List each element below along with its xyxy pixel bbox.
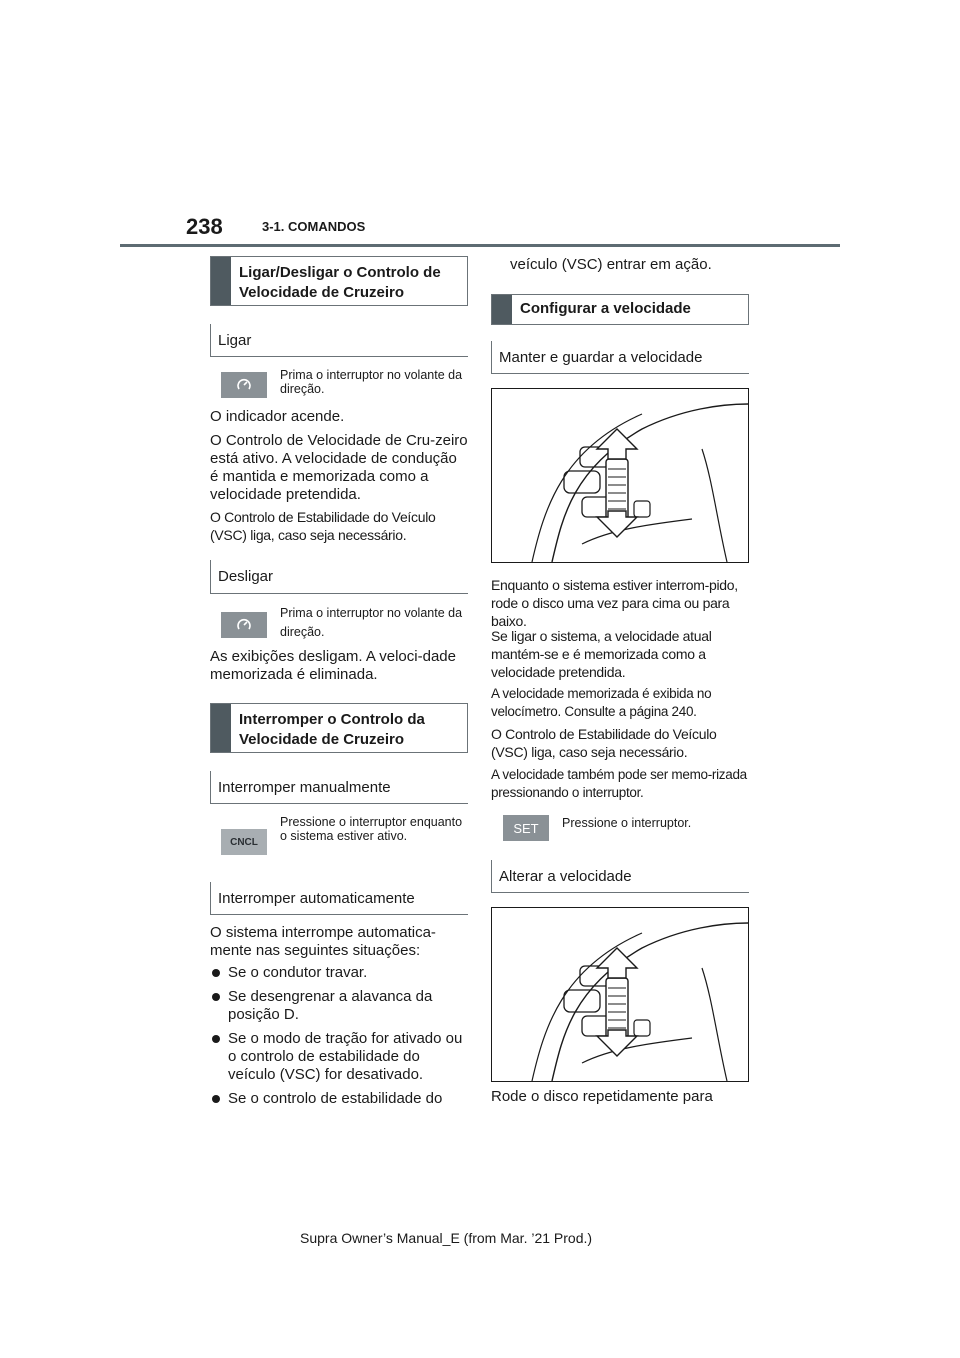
section-box-set-speed	[491, 294, 749, 325]
paragraph: As exibições desligam. A veloci-dade memorizada é eliminada.	[210, 648, 456, 683]
cruise-control-icon	[235, 376, 253, 394]
subheading-desligar: Desligar	[210, 560, 468, 594]
page-footer: Supra Owner’s Manual_E (from Mar. ’21 Prod.)	[300, 1230, 593, 1246]
steering-wheel-illustration	[491, 907, 749, 1082]
paragraph: A velocidade também pode ser memo-rizada pressionando o interruptor.	[491, 767, 747, 800]
paragraph: O Controlo de Velocidade de Cru-zeiro está ativo. A velocidade de condução é mantida e memorizada como a velocidade pretendida.	[210, 432, 468, 503]
section-box-bar	[492, 295, 512, 324]
set-label: SET	[513, 820, 539, 836]
paragraph: O indicador acende.	[210, 408, 345, 425]
section-box-bar	[211, 257, 231, 305]
paragraph: O sistema interrompe automatica-mente nas seguintes situações:	[210, 924, 436, 959]
paragraph: A velocidade memorizada é exibida no velocímetro. Consulte a página 240.	[491, 686, 712, 719]
list-item: Se o controlo de estabilidade do	[210, 1090, 468, 1108]
subheading-manual: Interromper manualmente	[210, 771, 468, 804]
paragraph: Enquanto o sistema estiver interrom-pido, rode o disco uma vez para cima ou para baixo.	[491, 577, 738, 629]
section-box-interrupt	[210, 703, 468, 753]
page-number: 238	[186, 214, 223, 239]
subheading-manter: Manter e guardar a velocidade	[491, 341, 749, 374]
paragraph: O Controlo de Estabilidade do Veículo (VSC) liga, caso seja necessário.	[210, 509, 436, 543]
paragraph-continuation: veículo (VSC) entrar em ação.	[510, 256, 712, 273]
section-box-title: Configurar a velocidade	[520, 300, 691, 317]
cncl-label: CNCL	[230, 836, 258, 848]
subheading-ligar: Ligar	[210, 324, 468, 357]
section-title: 3-1. COMANDOS	[262, 219, 366, 234]
note-manual: Pressione o interruptor enquanto o sistema estiver ativo.	[280, 815, 463, 843]
steering-wheel-drawing	[492, 389, 748, 562]
paragraph: O Controlo de Estabilidade do Veículo (VSC) liga, caso seja necessário.	[491, 726, 717, 760]
list-item: Se desengrenar a alavanca da posição D.	[210, 988, 468, 1024]
paragraph: Se ligar o sistema, a velocidade atual mantém-se e é memorizada como a velocidade pretendida.	[491, 628, 712, 680]
steering-wheel-illustration	[491, 388, 749, 563]
subheading-auto: Interromper automaticamente	[210, 882, 468, 915]
list-item: Se o condutor travar.	[210, 964, 468, 982]
section-box-title: Interromper o Controlo da Velocidade de Cruzeiro	[239, 711, 425, 748]
section-box-title: Ligar/Desligar o Controlo de Velocidade de Cruzeiro	[239, 264, 441, 301]
cruise-control-button	[221, 372, 267, 398]
note-ligar: Prima o interruptor no volante da direção.	[280, 368, 463, 396]
subheading-alterar: Alterar a velocidade	[491, 860, 749, 893]
steering-wheel-drawing	[492, 908, 748, 1081]
header-divider	[120, 244, 840, 247]
section-box-on-off	[210, 256, 468, 306]
cruise-control-button	[221, 612, 267, 638]
bullet-list	[210, 964, 468, 1114]
cruise-control-icon	[235, 616, 253, 634]
section-box-bar	[211, 704, 231, 752]
note-desligar: Prima o interruptor no volante da direção.	[280, 606, 463, 639]
note-set: Pressione o interruptor.	[562, 816, 692, 830]
set-button	[503, 815, 549, 841]
cncl-button	[221, 829, 267, 855]
paragraph: Rode o disco repetidamente para	[491, 1088, 713, 1105]
list-item: Se o modo de tração for ativado ou o controlo de estabilidade do veículo (VSC) for desativado.	[210, 1030, 468, 1084]
